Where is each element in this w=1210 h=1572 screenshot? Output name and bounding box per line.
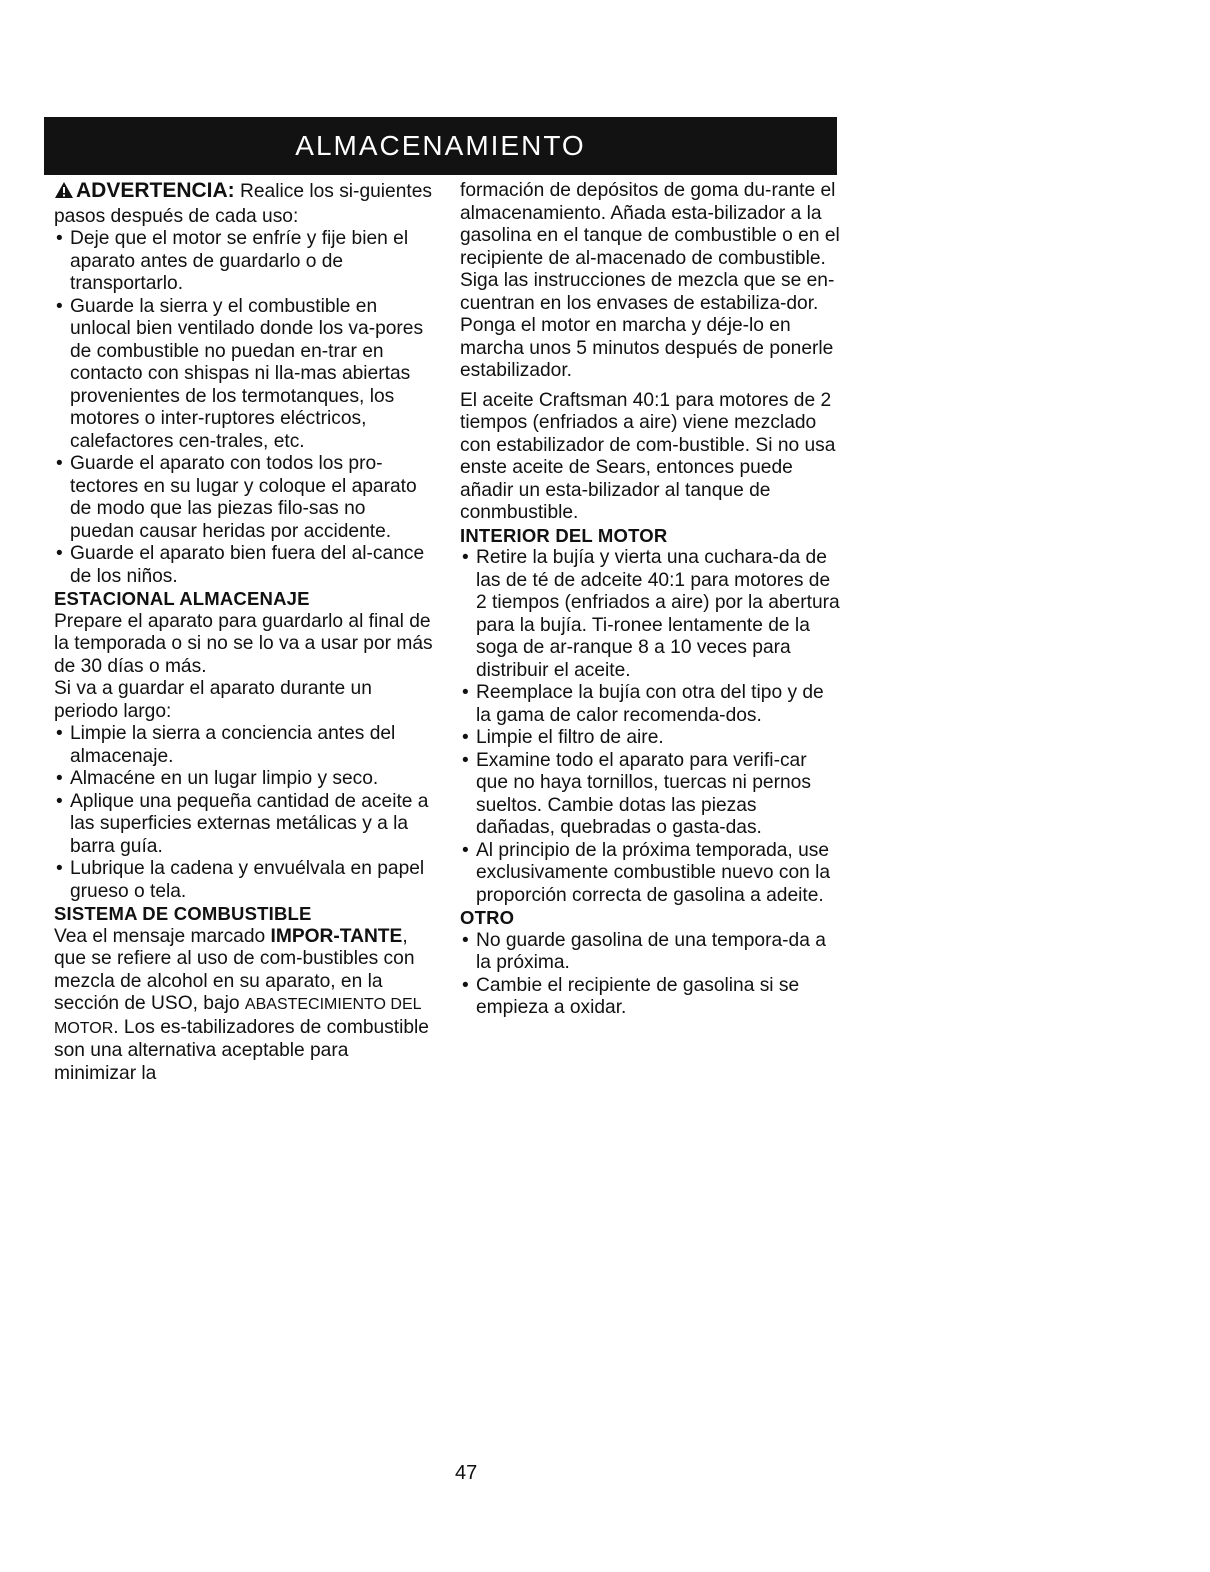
engine-list xyxy=(460,547,840,907)
warning-label: ADVERTENCIA: xyxy=(76,179,235,202)
other-list xyxy=(460,930,840,1020)
page-number: 47 xyxy=(455,1462,478,1484)
list-item: • No guarde gasolina de una tempora-da a la próxima. xyxy=(460,930,840,975)
list-item: • Limpie la sierra a conciencia antes del almacenaje. xyxy=(54,723,434,768)
list-item: • Al principio de la próxima temporada, use exclusivamente combustible nuevo con la proporción correcta de gasolina a adeite. xyxy=(460,840,840,908)
left-column xyxy=(54,180,434,1085)
other-heading: OTRO xyxy=(460,907,515,928)
seasonal-paragraph-1: Prepare el aparato para guardarlo al final de la temporada o si no se lo va a usar por más de 30 días o más. xyxy=(54,610,433,677)
list-item: • Guarde el aparato bien fuera del al-cance de los niños. xyxy=(54,543,434,588)
section-title: ALMACENAMIENTO xyxy=(295,130,586,161)
section-title-banner xyxy=(44,117,837,175)
list-item: • Guarde el aparato con todos los pro-tectores en su lugar y coloque el aparato de modo que las piezas filo-sas no puedan causar heridas por accidente. xyxy=(54,453,434,543)
fuel-text-5: . Los es-tabilizadores de combustible son una alternativa aceptable para minimizar la xyxy=(54,1016,429,1084)
seasonal-list xyxy=(54,723,434,903)
warning-list xyxy=(54,228,434,588)
list-item: • Examine todo el aparato para verifi-car que no haya tornillos, tuercas ni pernos sueltos. Cambie dotas las piezas dañadas, quebradas o gasta-das. xyxy=(460,750,840,840)
right-column xyxy=(460,180,840,1020)
list-item: • Guarde la sierra y el combustible en unlocal bien ventilado donde los va-pores de combustible no puedan en-trar en contacto con shispas ni lla-mas abiertas provenientes de los termotanques, los motores o inter-ruptores eléctricos, calefactores cen-trales, etc. xyxy=(54,296,434,454)
fuel-text-engine-fueling: ABASTECIMIENTO DEL MOTOR xyxy=(54,996,421,1037)
list-item: • Reemplace la bujía con otra del tipo y de la gama de calor recomenda-dos. xyxy=(460,682,840,727)
seasonal-paragraph-2: Si va a guardar el aparato durante un periodo largo: xyxy=(54,678,372,722)
stabilizer-paragraph: formación de depósitos de goma du-rante el almacenamiento. Añada esta-bilizador a la gasolina en el tanque de combustible o en el recipiente de al-macenado de combustible. Siga las instrucciones de mezcla que se en-cuentran en los envases de estabiliza-dor. Ponga el motor en marcha y déje-lo en marcha unos 5 minutos después de ponerle estabilizador. xyxy=(460,180,840,381)
warning-text: Realice los si-guientes pasos después de cada uso: xyxy=(54,181,432,227)
list-item: • Lubrique la cadena y envuélvala en papel grueso o tela. xyxy=(54,858,434,903)
fuel-heading: SISTEMA DE COMBUSTIBLE xyxy=(54,903,312,924)
warning-triangle-icon xyxy=(54,181,74,206)
fuel-text-important: IMPOR-TANTE xyxy=(270,925,403,947)
engine-heading: INTERIOR DEL MOTOR xyxy=(460,524,668,546)
seasonal-heading: ESTACIONAL ALMACENAJE xyxy=(54,588,310,609)
list-item: • Aplique una pequeña cantidad de aceite a las superficies externas metálicas y a la barra guía. xyxy=(54,791,434,859)
list-item: • Limpie el filtro de aire. xyxy=(460,727,840,750)
fuel-text-3: , que se refiere al uso de com-bustibles con mezcla de alcohol en su aparato, en la sección de USO, bajo xyxy=(54,925,415,1014)
list-item: • Almacéne en un lugar limpio y seco. xyxy=(54,768,434,791)
fuel-paragraph xyxy=(54,926,434,1086)
craftsman-oil-paragraph: El aceite Craftsman 40:1 para motores de 2 tiempos (enfriados a aire) viene mezclado con estabilizador de com-bustible. Si no usa enste aceite de Sears, entonces puede añadir un esta-bilizador al tanque de conmbustible. xyxy=(460,389,836,523)
warning-paragraph xyxy=(54,180,434,228)
list-item: • Deje que el motor se enfríe y fije bien el aparato antes de guardarlo o de transportarlo. xyxy=(54,228,434,296)
list-item: • Cambie el recipiente de gasolina si se empieza a oxidar. xyxy=(460,975,840,1020)
list-item: • Retire la bujía y vierta una cuchara-da de las de té de adceite 40:1 para motores de 2 tiempos (enfriados a aire) por la abertura para la bujía. Ti-ronee lentamente de la soga de ar-ranque 8 a 10 veces para distribuir el aceite. xyxy=(460,547,840,682)
fuel-text-1: Vea el mensaje marcado xyxy=(54,925,271,947)
